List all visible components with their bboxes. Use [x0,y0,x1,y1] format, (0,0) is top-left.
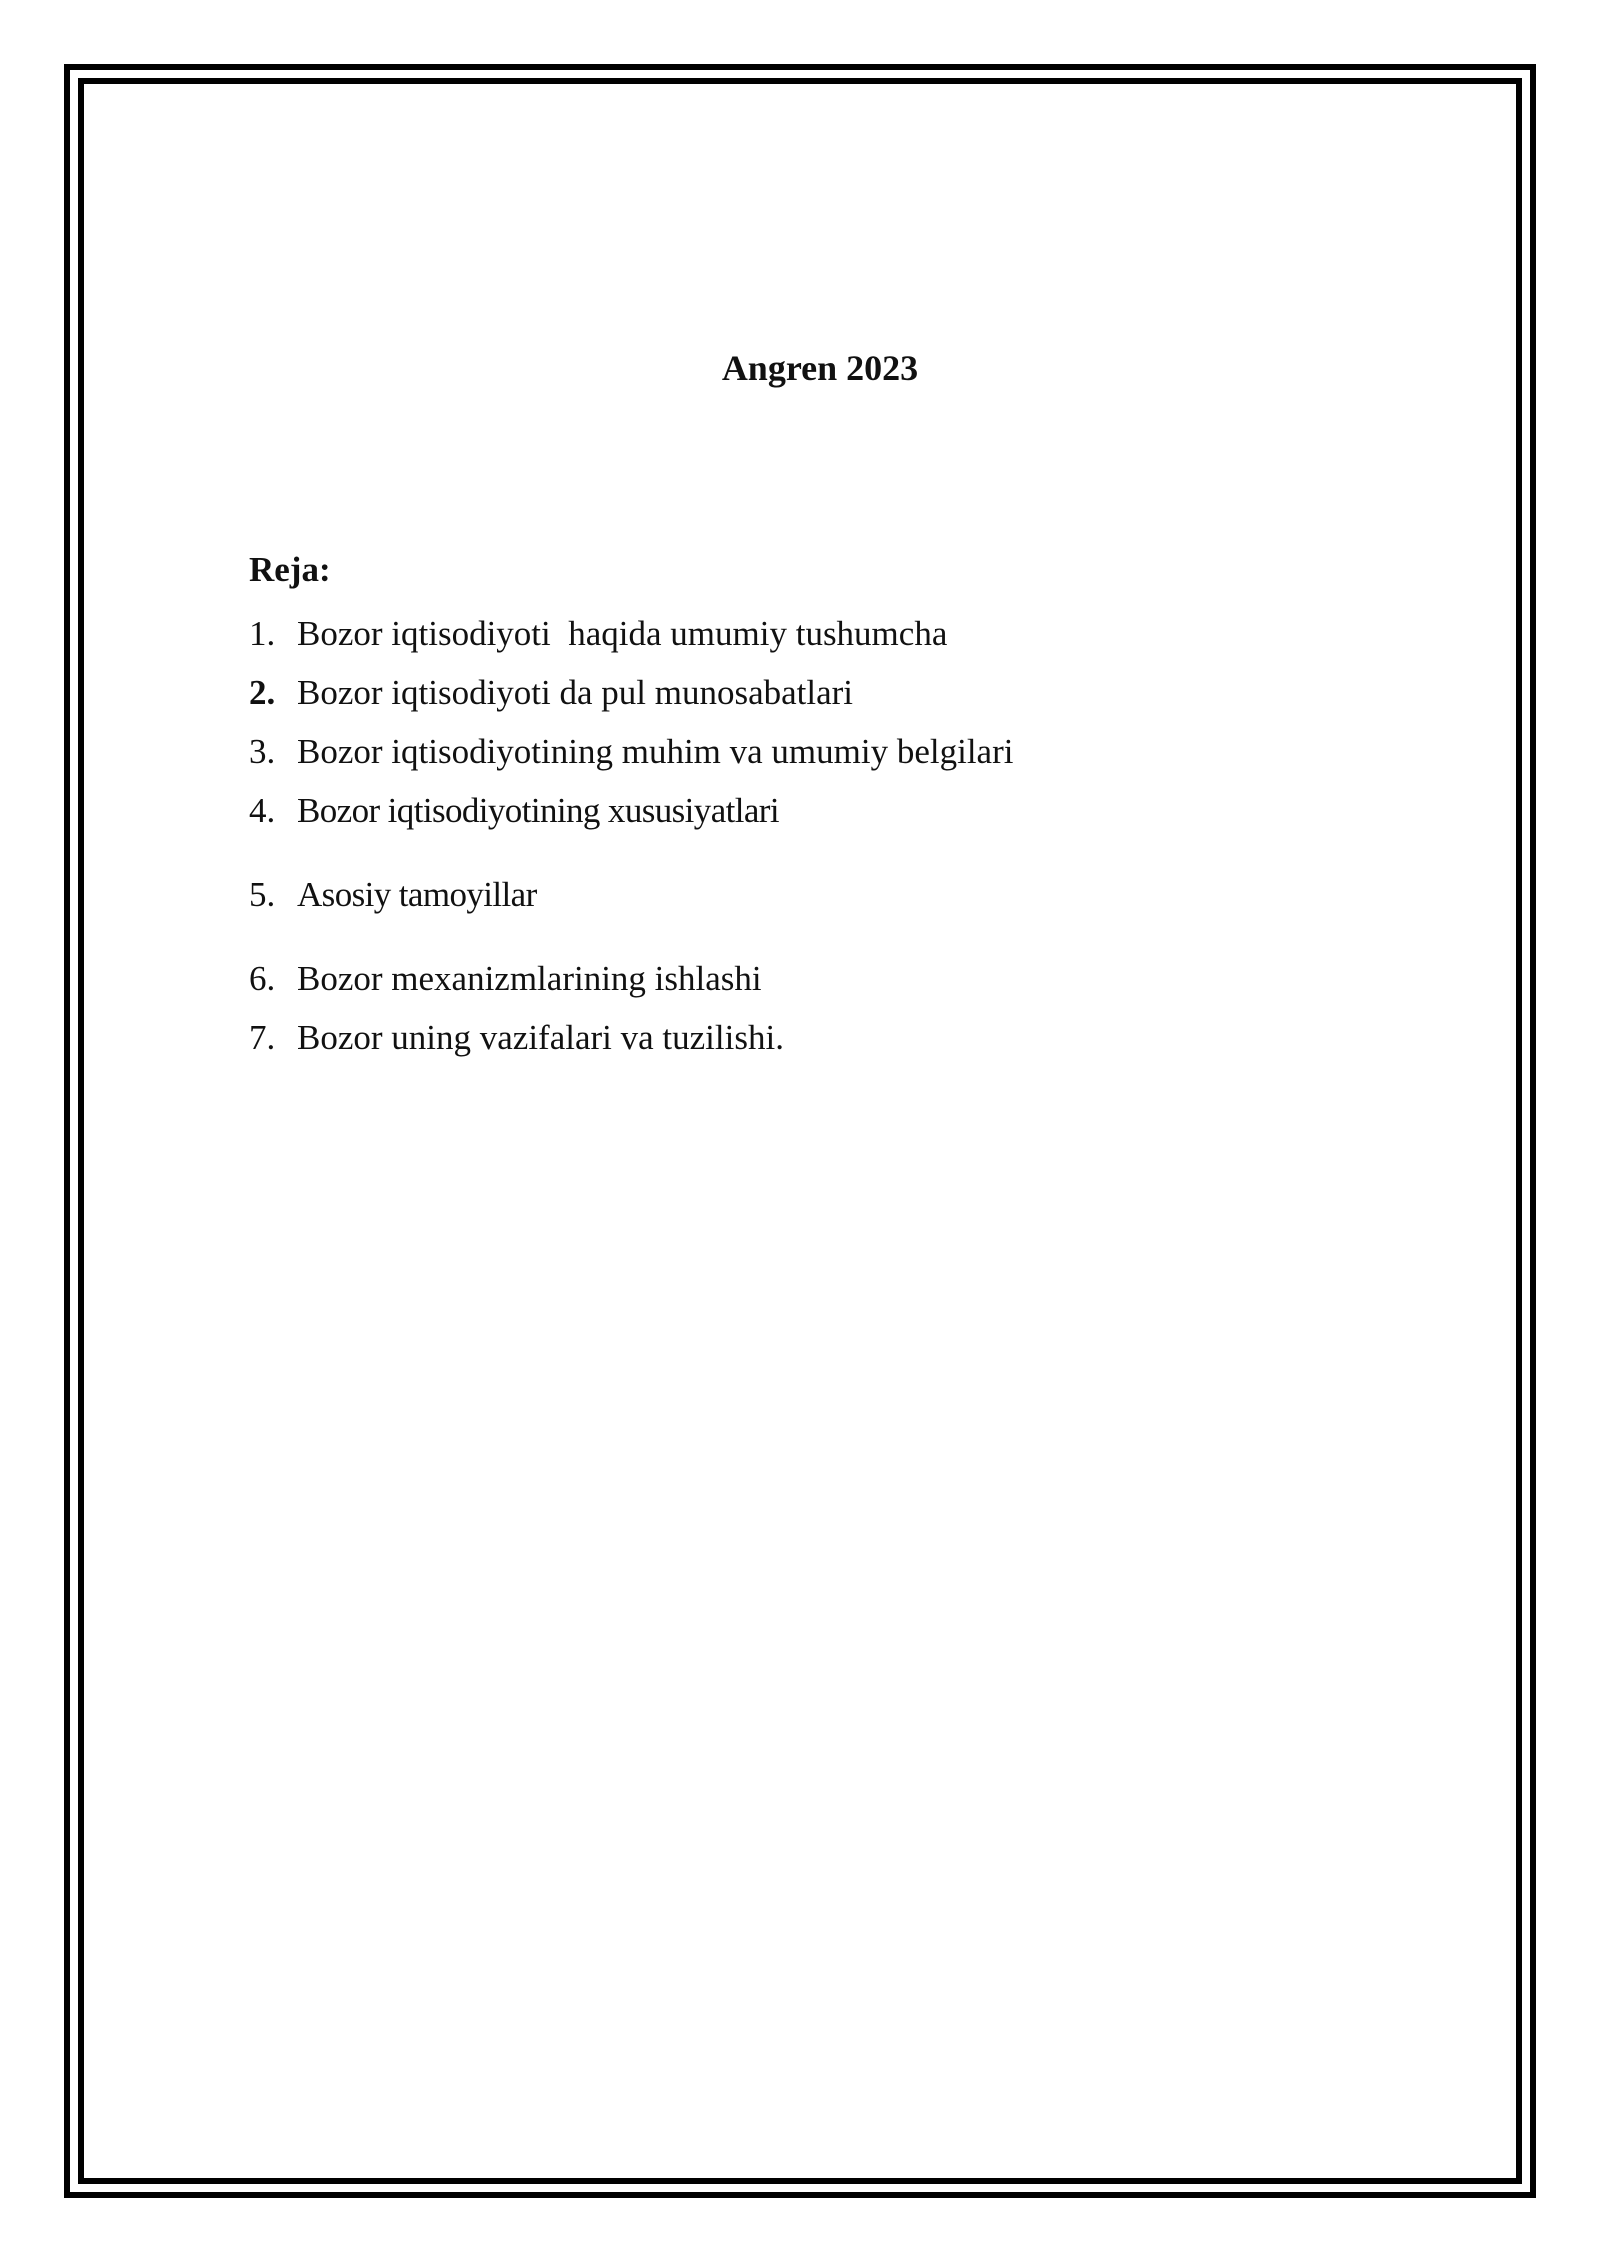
plan-item-text: Bozor mexanizmlarining ishlashi [297,959,762,998]
plan-item-number: 5. [249,875,276,914]
plan-item-text: Bozor iqtisodiyotining muhim va umumiy belgilari [297,732,1014,771]
plan-item-number: 6. [249,959,276,998]
plan-item-4 [249,789,779,833]
plan-item-number: 7. [249,1018,276,1057]
plan-item-6 [249,957,762,1001]
plan-item-number: 1. [249,614,276,653]
plan-item-text: Bozor iqtisodiyoti da pul munosabatlari [297,673,854,712]
plan-heading: Reja: [249,550,331,589]
document-title: Angren 2023 [721,348,919,388]
plan-item-text: Asosiy tamoyillar [297,875,537,914]
plan-item-text: Bozor iqtisodiyoti haqida umumiy tushumcha [297,614,948,653]
plan-item-number: 3. [249,732,276,771]
plan-item-1 [249,612,947,656]
plan-item-5 [249,873,537,917]
page-border-inner [78,78,1522,2184]
plan-item-number: 4. [249,791,276,830]
plan-item-text: Bozor iqtisodiyotining xususiyatlari [297,791,779,830]
plan-item-7 [249,1016,784,1060]
plan-item-text: Bozor uning vazifalari va tuzilishi. [297,1018,784,1057]
plan-item-number: 2. [249,673,276,712]
plan-item-2 [249,671,853,715]
plan-item-3 [249,730,1013,774]
